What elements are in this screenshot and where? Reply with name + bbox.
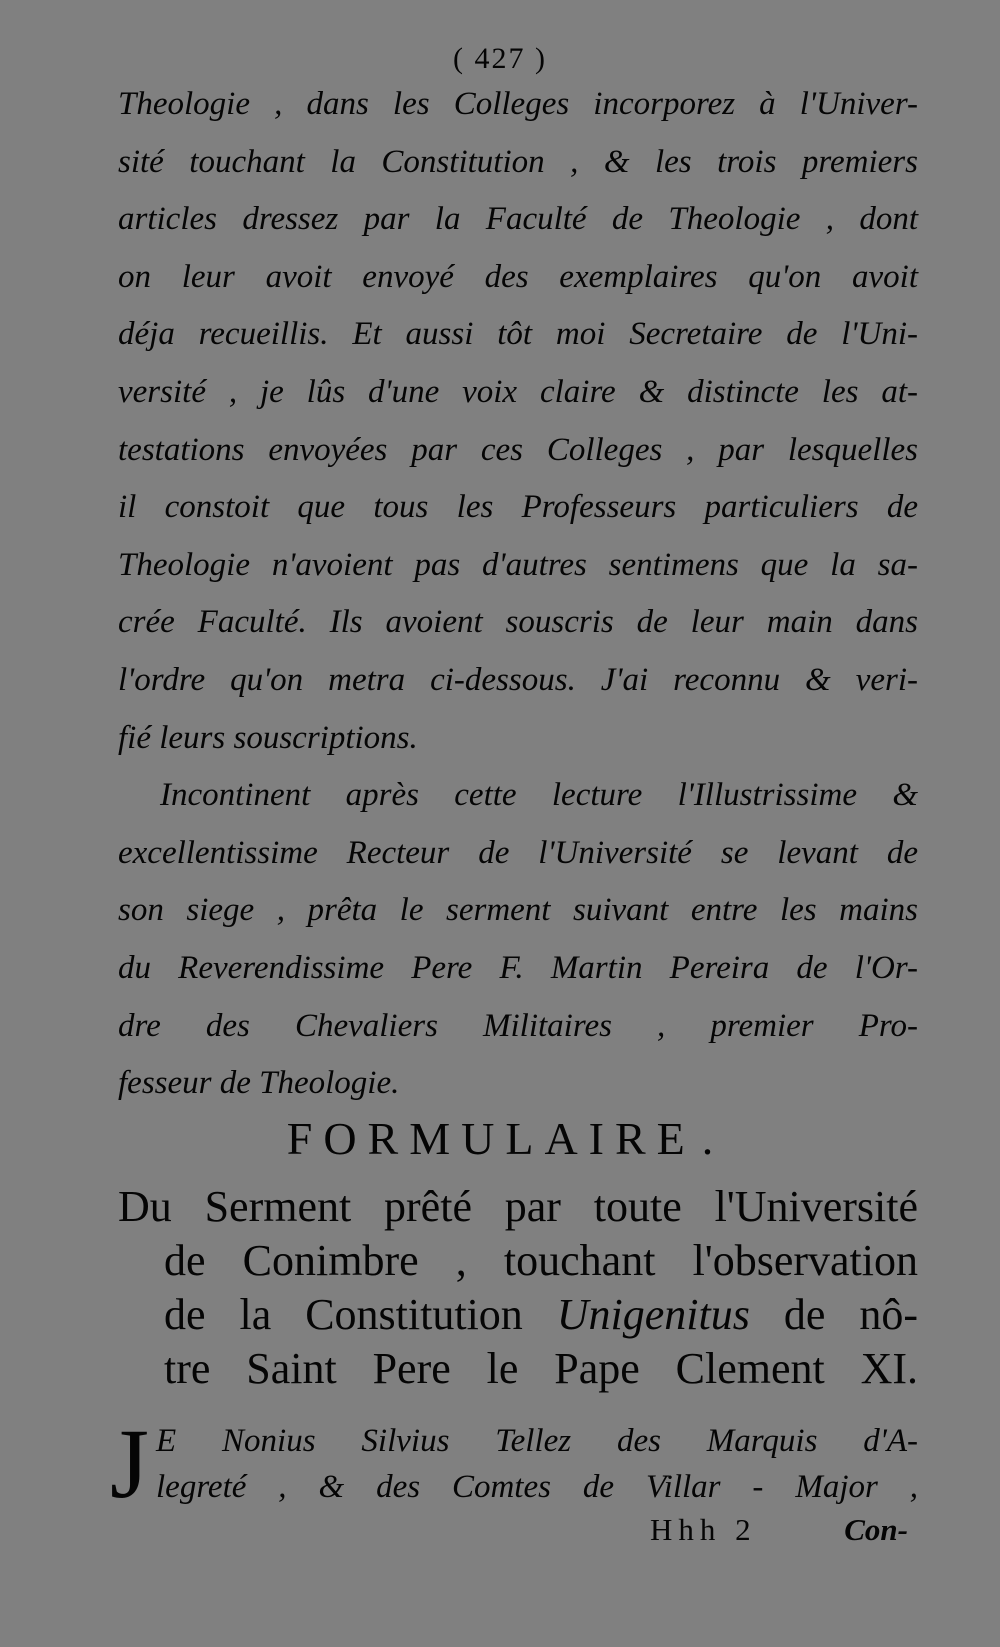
subtitle-line: de Conimbre , touchant l'observation [164,1236,918,1285]
title-text: FORMULAIRE [286,1113,696,1164]
page-footer [0,1512,1000,1558]
text-line: son siege , prêta le serment suivant entre les mains [118,892,918,929]
subtitle-text: de nô- [783,1290,919,1339]
subtitle-line: Du Serment prêté par toute l'Université [118,1182,918,1231]
text-line: fié leurs souscriptions. [118,719,418,756]
subtitle-italic-text: Unigenitus [556,1290,750,1339]
text-line: excellentissime Recteur de l'Université se levant de [118,834,918,871]
text-line: dre des Chevaliers Militaires , premier Pro- [118,1007,918,1044]
text-line: déja recueillis. Et aussi tôt moi Secretaire de l'Uni- [118,316,918,353]
text-line: versité , je lûs d'une voix claire & distincte les at- [118,373,918,410]
text-line: il constoit que tous les Professeurs particuliers de [118,489,918,526]
signature-mark: Hhh 2 [650,1512,757,1547]
subtitle-line: tre Saint Pere le Pape Clement XI. [164,1344,918,1393]
text-line: sité touchant la Constitution , & les trois premiers [118,143,918,180]
text-line: legreté , & des Comtes de Villar - Major , [156,1469,918,1505]
text-line: l'ordre qu'on metra ci-dessous. J'ai reconnu & veri- [118,661,918,698]
subtitle-line [118,1288,918,1342]
title-period: . [701,1113,714,1164]
subtitle-text: de la Constitution [164,1290,523,1339]
text-line: Theologie , dans les Colleges incorporez à l'Univer- [118,86,918,122]
catchword: Con- [844,1512,908,1547]
text-line: on leur avoit envoyé des exemplaires qu'on avoit [118,258,918,295]
text-line: testations envoyées par ces Colleges , par lesquelles [118,431,918,468]
text-line: E Nonius Silvius Tellez des Marquis d'A- [156,1423,918,1459]
page-number: ( 427 ) [453,42,547,75]
paragraph-continuation [118,76,918,1113]
text-line: crée Faculté. Ils avoient souscris de leur main dans [118,604,918,641]
text-line: Theologie n'avoient pas d'autres sentimens que la sa- [118,546,918,583]
section-title [0,1112,1000,1165]
section-subtitle [118,1180,918,1396]
text-line: fesseur de Theologie. [118,1065,400,1102]
drop-cap: J [110,1408,149,1519]
oath-paragraph [110,1408,918,1519]
text-line: du Reverendissime Pere F. Martin Pereira de l'Or- [118,949,918,986]
text-line: articles dressez par la Faculté de Theologie , dont [118,201,918,238]
text-line: Incontinent après cette lecture l'Illustrissime & [160,777,918,814]
